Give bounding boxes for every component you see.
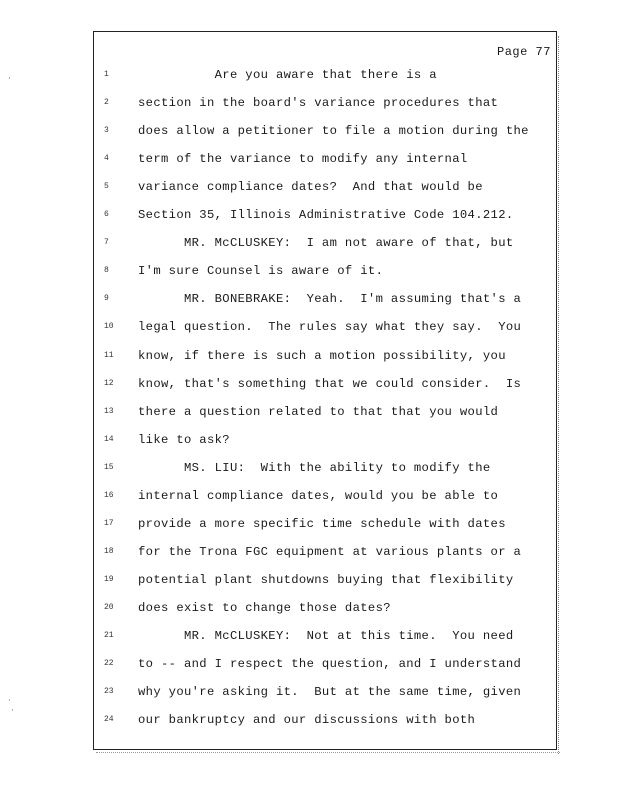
transcript-line: there a question related to that that you would (138, 404, 499, 419)
line-number: 9 (104, 294, 109, 304)
transcript-line: MR. McCLUSKEY: I am not aware of that, but (138, 236, 514, 251)
transcript-line: why you're asking it. But at the same time, given (138, 685, 522, 700)
line-number: 16 (104, 490, 114, 500)
transcript-line: Are you aware that there is a (138, 68, 437, 82)
line-number: 12 (104, 378, 114, 388)
transcript-line: section in the board's variance procedures that (138, 96, 499, 111)
transcript-line: internal compliance dates, would you be able to (138, 488, 499, 503)
transcript-line: MR. McCLUSKEY: Not at this time. You need (138, 629, 514, 643)
line-number: 6 (104, 210, 109, 220)
line-number: 20 (104, 602, 114, 612)
page-edge-right (558, 36, 563, 754)
line-number: 3 (104, 126, 109, 136)
line-number: 15 (104, 462, 114, 472)
line-number: 8 (104, 266, 109, 276)
line-number: 19 (104, 574, 114, 584)
scan-margin-mark: · (7, 696, 12, 705)
transcript-line: variance compliance dates? And that would be (138, 180, 483, 195)
line-number: 14 (104, 434, 114, 444)
line-number: 17 (104, 518, 114, 528)
transcript-line: know, if there is such a motion possibility, you (138, 348, 506, 363)
transcript-line: provide a more specific time schedule with dates (138, 516, 506, 531)
page-number: Page 77 (497, 45, 551, 59)
line-number: 23 (104, 687, 114, 697)
transcript-line: term of the variance to modify any internal (138, 152, 468, 167)
line-number: 21 (104, 631, 114, 640)
transcript-line: know, that's something that we could consider. Is (138, 376, 522, 391)
transcript-line: potential plant shutdowns buying that flexibility (138, 572, 514, 587)
line-number: 7 (104, 238, 109, 248)
transcript-line: I'm sure Counsel is aware of it. (138, 264, 384, 279)
transcript-line: Section 35, Illinois Administrative Code 104.212. (138, 208, 514, 223)
scan-margin-mark: · (10, 706, 15, 715)
line-number: 2 (104, 98, 109, 108)
line-number: 1 (104, 70, 109, 79)
line-number: 10 (104, 322, 114, 332)
line-number: 22 (104, 659, 114, 669)
transcript-line: for the Trona FGC equipment at various plants or a (138, 544, 522, 559)
transcript-line: to -- and I respect the question, and I understand (138, 657, 522, 672)
transcript-line: our bankruptcy and our discussions with both (138, 713, 476, 728)
line-number: 11 (104, 350, 114, 360)
line-number: 4 (104, 154, 109, 164)
transcript-line: does exist to change those dates? (138, 600, 391, 615)
transcript-line: MR. BONEBRAKE: Yeah. I'm assuming that's a (138, 292, 522, 307)
transcript-line: MS. LIU: With the ability to modify the (138, 460, 491, 475)
transcript-line: legal question. The rules say what they say. You (138, 320, 522, 335)
line-number: 24 (104, 715, 114, 725)
line-number: 5 (104, 182, 109, 192)
scan-margin-mark: · (7, 74, 12, 83)
transcript-line: like to ask? (138, 432, 230, 447)
page-edge-bottom (96, 752, 560, 756)
line-number: 18 (104, 546, 114, 556)
transcript-line: does allow a petitioner to file a motion during the (138, 124, 529, 139)
line-number: 13 (104, 406, 114, 416)
